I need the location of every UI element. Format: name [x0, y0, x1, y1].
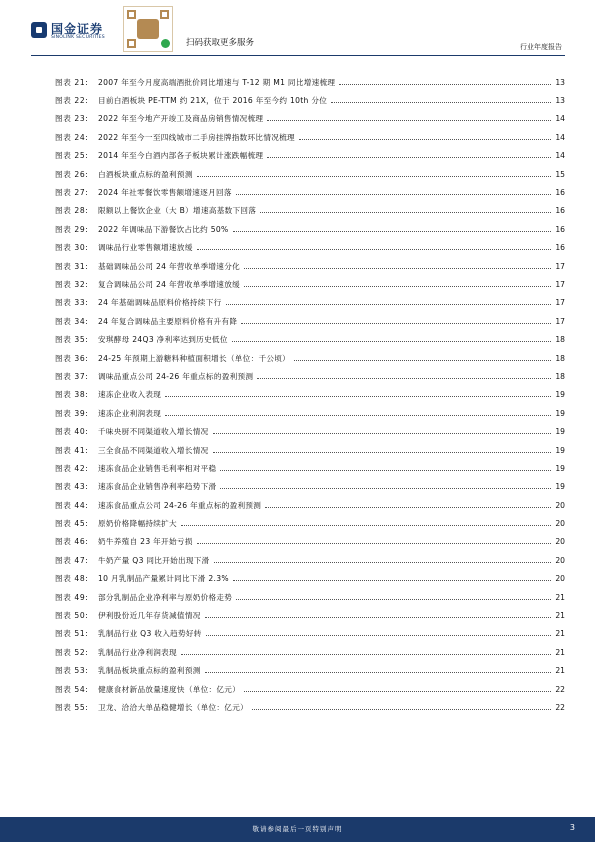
toc-entry-label: 图表 48:	[55, 574, 89, 584]
toc-dot-leader	[236, 194, 551, 195]
toc-dot-leader	[197, 249, 551, 250]
toc-entry-page: 19	[555, 427, 565, 437]
toc-entry-page: 15	[555, 169, 565, 179]
toc-entry[interactable]	[55, 606, 565, 624]
toc-entry-label: 图表 22:	[55, 96, 89, 106]
toc-entry[interactable]	[55, 680, 565, 698]
page-number: 3	[569, 823, 575, 832]
toc-entry-title: 安琪酵母 24Q3 净利率达到历史低位	[98, 335, 228, 345]
toc-entry-page: 18	[555, 371, 565, 381]
toc-entry-label: 图表 35:	[55, 335, 89, 345]
toc-entry-label: 图表 29:	[55, 224, 89, 234]
toc-dot-leader	[220, 488, 551, 489]
toc-entry-label: 图表 34:	[55, 316, 89, 326]
toc-entry[interactable]	[55, 128, 565, 146]
toc-entry[interactable]	[55, 257, 565, 275]
toc-entry-title: 限额以上餐饮企业（大 B）增速高基数下回落	[98, 206, 257, 216]
toc-dot-leader	[197, 176, 551, 177]
toc-entry-label: 图表 36:	[55, 353, 89, 363]
toc-entry[interactable]	[55, 570, 565, 588]
toc-entry-title: 24-25 年预期上游糖料种植面积增长（单位：千公顷）	[98, 353, 291, 363]
toc-entry-page: 19	[555, 390, 565, 400]
toc-entry[interactable]	[55, 294, 565, 312]
toc-entry-label: 图表 53:	[55, 666, 89, 676]
toc-entry-title: 速冻食品重点公司 24-26 年重点标的盈利预测	[98, 500, 262, 510]
toc-entry-label: 图表 47:	[55, 555, 89, 565]
toc-entry-label: 图表 38:	[55, 390, 89, 400]
toc-entry-page: 17	[555, 279, 565, 289]
toc-entry[interactable]	[55, 275, 565, 293]
toc-entry-page: 20	[555, 574, 565, 584]
report-type-label: 行业年度报告	[520, 43, 562, 51]
toc-entry-page: 13	[555, 96, 565, 106]
toc-entry-title: 速冻企业利润表现	[98, 408, 162, 418]
toc-entry-label: 图表 44:	[55, 500, 89, 510]
toc-entry-title: 2022 年至今一至四线城市二手房挂牌指数环比情况梳理	[98, 132, 295, 142]
toc-entry-page: 21	[555, 629, 565, 639]
toc-entry[interactable]	[55, 330, 565, 348]
toc-entry[interactable]	[55, 202, 565, 220]
toc-entry-label: 图表 24:	[55, 132, 89, 142]
toc-entry[interactable]	[55, 514, 565, 532]
toc-entry-page: 18	[555, 335, 565, 345]
toc-dot-leader	[265, 507, 551, 508]
toc-entry-page: 20	[555, 500, 565, 510]
toc-dot-leader	[220, 470, 551, 471]
toc-entry[interactable]	[55, 404, 565, 422]
toc-entry-label: 图表 52:	[55, 647, 89, 657]
toc-entry-label: 图表 54:	[55, 684, 89, 694]
toc-dot-leader	[232, 341, 551, 342]
toc-entry-page: 19	[555, 408, 565, 418]
toc-entry[interactable]	[55, 239, 565, 257]
toc-dot-leader	[299, 139, 551, 140]
toc-entry-label: 图表 51:	[55, 629, 89, 639]
toc-entry-page: 16	[555, 243, 565, 253]
toc-entry-label: 图表 46:	[55, 537, 89, 547]
toc-entry-title: 调味品行业零售额增速放缓	[98, 243, 193, 253]
toc-entry-label: 图表 43:	[55, 482, 89, 492]
toc-entry-title: 健康食材新品放量速度快（单位：亿元）	[98, 684, 241, 694]
toc-entry[interactable]	[55, 643, 565, 661]
toc-entry-title: 部分乳制品企业净利率与原奶价格走势	[98, 592, 233, 602]
toc-dot-leader	[233, 580, 551, 581]
toc-entry-label: 图表 50:	[55, 611, 89, 621]
toc-entry-label: 图表 30:	[55, 243, 89, 253]
toc-entry-page: 14	[555, 151, 565, 161]
toc-dot-leader	[214, 562, 551, 563]
toc-entry-label: 图表 27:	[55, 188, 89, 198]
toc-entry[interactable]	[55, 496, 565, 514]
toc-dot-leader	[206, 635, 551, 636]
toc-dot-leader	[181, 525, 551, 526]
toc-dot-leader	[205, 672, 551, 673]
toc-dot-leader	[244, 268, 551, 269]
toc-entry-label: 图表 45:	[55, 519, 89, 529]
toc-entry-title: 乳制品行业 Q3 收入趋势好转	[98, 629, 202, 639]
toc-entry-page: 14	[555, 114, 565, 124]
toc-entry-page: 22	[555, 684, 565, 694]
toc-entry[interactable]	[55, 459, 565, 477]
toc-entry[interactable]	[55, 147, 565, 165]
toc-entry[interactable]	[55, 422, 565, 440]
wechat-icon	[161, 39, 170, 48]
toc-dot-leader	[165, 396, 551, 397]
toc-entry-title: 千味央厨不同渠道收入增长情况	[98, 427, 209, 437]
toc-entry-page: 16	[555, 224, 565, 234]
toc-dot-leader	[165, 415, 551, 416]
toc-entry-label: 图表 26:	[55, 169, 89, 179]
page-footer	[0, 817, 595, 842]
toc-dot-leader	[331, 102, 551, 103]
toc-entry-title: 乳制品板块重点标的盈利预测	[98, 666, 201, 676]
qr-code-icon[interactable]	[123, 6, 173, 52]
toc-dot-leader	[244, 286, 551, 287]
toc-entry-label: 图表 39:	[55, 408, 89, 418]
scan-prompt: 扫码获取更多服务	[186, 38, 255, 48]
toc-entry-page: 21	[555, 592, 565, 602]
toc-entry-title: 基础调味品公司 24 年营收单季增速分化	[98, 261, 240, 271]
toc-entry-label: 图表 33:	[55, 298, 89, 308]
toc-entry-title: 复合调味品公司 24 年营收单季增速放缓	[98, 279, 240, 289]
toc-entry-title: 10 月乳制品产量累计同比下滑 2.3%	[98, 574, 229, 584]
toc-entry[interactable]	[55, 183, 565, 201]
toc-entry[interactable]	[55, 551, 565, 569]
toc-entry-page: 14	[555, 132, 565, 142]
toc-entry-title: 速冻企业收入表现	[98, 390, 162, 400]
toc-entry-page: 21	[555, 666, 565, 676]
toc-dot-leader	[236, 599, 551, 600]
toc-entry[interactable]	[55, 165, 565, 183]
toc-entry-page: 16	[555, 188, 565, 198]
toc-dot-leader	[233, 231, 551, 232]
toc-entry-title: 伊利股份近几年存货减值情况	[98, 611, 201, 621]
toc-dot-leader	[213, 452, 551, 453]
toc-entry-page: 20	[555, 519, 565, 529]
toc-entry-title: 2024 年社零餐饮零售额增速逐月回落	[98, 188, 232, 198]
toc-entry-label: 图表 55:	[55, 702, 89, 712]
toc-entry-page: 21	[555, 647, 565, 657]
toc-entry-page: 17	[555, 261, 565, 271]
toc-entry[interactable]	[55, 110, 565, 128]
toc-entry[interactable]	[55, 312, 565, 330]
toc-entry[interactable]	[55, 349, 565, 367]
toc-entry-title: 卫龙、洽洽大单品稳健增长（单位：亿元）	[98, 702, 248, 712]
figure-list	[55, 73, 565, 717]
toc-dot-leader	[213, 433, 551, 434]
toc-entry[interactable]	[55, 386, 565, 404]
toc-entry-page: 20	[555, 555, 565, 565]
toc-entry[interactable]	[55, 698, 565, 716]
toc-entry-title: 速冻食品企业销售净利率趋势下滑	[98, 482, 217, 492]
toc-entry-title: 原奶价格降幅持续扩大	[98, 519, 177, 529]
toc-entry-title: 目前白酒板块 PE-TTM 约 21X，位于 2016 年至今约 10th 分位	[98, 96, 328, 106]
toc-entry-label: 图表 31:	[55, 261, 89, 271]
toc-dot-leader	[226, 304, 552, 305]
toc-entry-page: 20	[555, 537, 565, 547]
toc-entry[interactable]	[55, 533, 565, 551]
toc-entry-label: 图表 25:	[55, 151, 89, 161]
toc-entry-title: 速冻食品企业销售毛利率相对平稳	[98, 463, 217, 473]
toc-entry-label: 图表 40:	[55, 427, 89, 437]
toc-entry-label: 图表 32:	[55, 279, 89, 289]
toc-entry-title: 调味品重点公司 24-26 年重点标的盈利预测	[98, 371, 254, 381]
toc-entry-title: 乳制品行业净利润表现	[98, 647, 177, 657]
footer-disclaimer: 敬请参阅最后一页特别声明	[252, 825, 343, 833]
toc-entry-title: 2022 年调味品下游餐饮占比约 50%	[98, 224, 229, 234]
toc-dot-leader	[260, 212, 551, 213]
toc-entry-title: 2007 年至今月度高端酒批价同比增速与 T-12 期 M1 同比增速梳理	[98, 77, 336, 87]
toc-entry-title: 24 年基础调味品原料价格持续下行	[98, 298, 222, 308]
toc-entry[interactable]	[55, 478, 565, 496]
toc-entry-label: 图表 21:	[55, 77, 89, 87]
toc-entry-title: 2014 年至今白酒内部各子板块累计涨跌幅梳理	[98, 151, 264, 161]
page-header	[0, 0, 595, 62]
toc-entry[interactable]	[55, 91, 565, 109]
toc-entry[interactable]	[55, 588, 565, 606]
toc-entry-label: 图表 28:	[55, 206, 89, 216]
toc-entry-title: 三全食品不同渠道收入增长情况	[98, 445, 209, 455]
logo-name-cn: 国金证券	[51, 22, 104, 36]
toc-entry-page: 19	[555, 463, 565, 473]
toc-dot-leader	[257, 378, 551, 379]
toc-entry-page: 17	[555, 316, 565, 326]
toc-entry-page: 22	[555, 702, 565, 712]
toc-entry[interactable]	[55, 73, 565, 91]
toc-dot-leader	[267, 120, 551, 121]
toc-entry-label: 图表 37:	[55, 371, 89, 381]
logo-name-en: SINOLINK SECURITIES	[51, 35, 105, 40]
toc-entry-label: 图表 23:	[55, 114, 89, 124]
toc-dot-leader	[339, 84, 551, 85]
toc-entry[interactable]	[55, 220, 565, 238]
toc-entry-page: 17	[555, 298, 565, 308]
toc-entry[interactable]	[55, 441, 565, 459]
toc-dot-leader	[267, 157, 551, 158]
toc-entry-title: 2022 年至今地产开竣工及商品房销售情况梳理	[98, 114, 264, 124]
toc-dot-leader	[244, 691, 551, 692]
toc-entry-page: 19	[555, 445, 565, 455]
toc-entry-label: 图表 42:	[55, 463, 89, 473]
toc-dot-leader	[241, 323, 551, 324]
toc-entry-page: 21	[555, 611, 565, 621]
toc-dot-leader	[252, 709, 551, 710]
toc-dot-leader	[197, 543, 551, 544]
toc-entry-label: 图表 49:	[55, 592, 89, 602]
toc-entry-title: 牛奶产量 Q3 同比开始出现下滑	[98, 555, 210, 565]
toc-entry-title: 24 年复合调味品主要原料价格有升有降	[98, 316, 238, 326]
toc-dot-leader	[181, 654, 551, 655]
toc-entry[interactable]	[55, 625, 565, 643]
logo-mark-icon	[31, 22, 47, 38]
toc-dot-leader	[294, 360, 551, 361]
header-divider	[31, 55, 565, 56]
toc-entry-page: 13	[555, 77, 565, 87]
toc-dot-leader	[205, 617, 551, 618]
toc-entry-page: 19	[555, 482, 565, 492]
toc-entry-label: 图表 41:	[55, 445, 89, 455]
toc-entry-title: 白酒板块重点标的盈利预测	[98, 169, 193, 179]
toc-entry[interactable]	[55, 367, 565, 385]
toc-entry-page: 16	[555, 206, 565, 216]
toc-entry[interactable]	[55, 662, 565, 680]
toc-entry-page: 18	[555, 353, 565, 363]
toc-entry-title: 奶牛养殖自 23 年开始亏损	[98, 537, 193, 547]
